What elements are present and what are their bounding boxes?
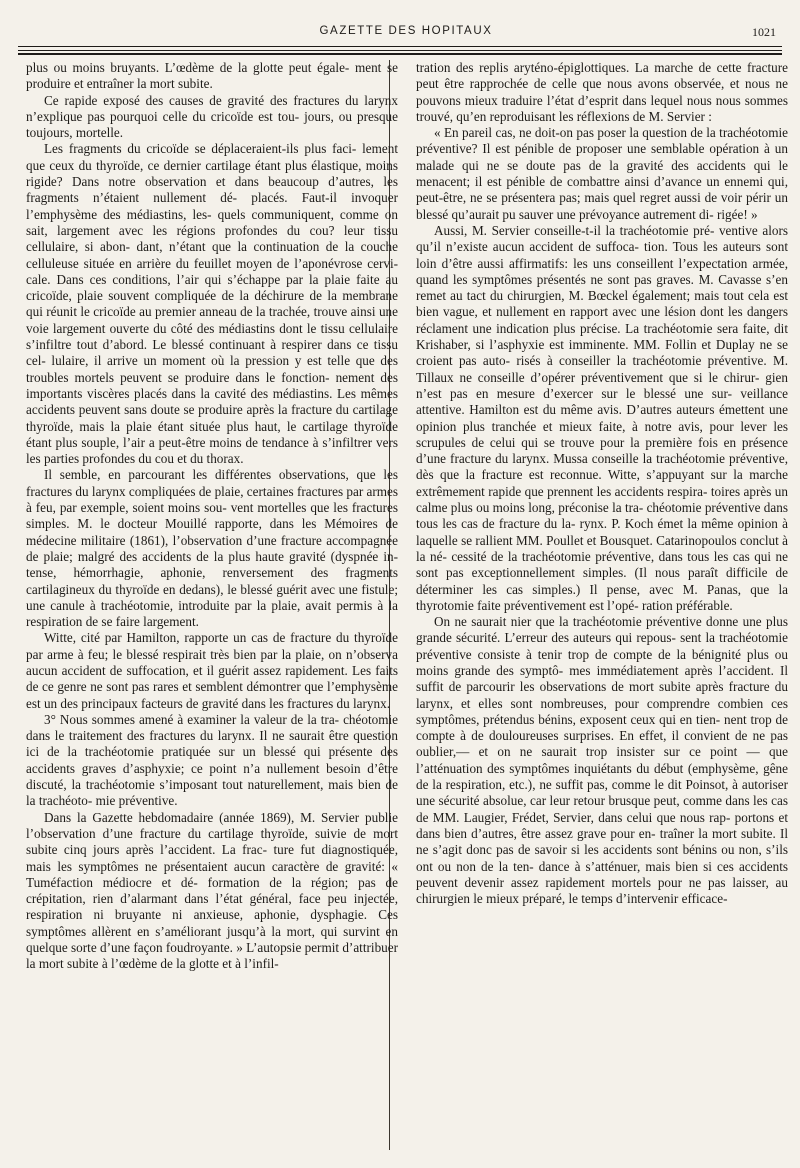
paragraph-left-5: Witte, cité par Hamilton, rapporte un cas de fracture du thyroïde par arme à feu; le blessé respirait très bien par la plaie, on n’observa aucun accident de suffocation, et il guérit assez rapidement. Les faits de ce genre ne sont pas rares et semblent démontrer que l’emphysème est un des principaux facteurs de gravité dans les fractures du larynx.	[26, 630, 398, 711]
paragraph-right-2: « En pareil cas, ne doit-on pas poser la question de la trachéotomie préventive? Il est pénible de proposer une semblable opération à un malade qui ne se doute pas de la gravité des accidents qui le menacent; il est pénible de combattre ainsi d’avance un ennemi qui, peut-être, ne se présentera pas; mais quel regret aussi de voir périr un blessé qu’aurait pu sauver une prévoyance autrement di- rigée! »	[416, 125, 788, 222]
header-rule-middle	[18, 50, 782, 51]
running-header	[22, 0, 790, 39]
paragraph-right-1: tration des replis aryténo-épiglottiques. La marche de cette fracture peut être rapprochée de celle que nous avons observée, et nous ne pouvons mieux traduire l’état d’esprit dans lequel nous nous sommes trouvé, qu’en reproduisant les réflexions de M. Servier :	[416, 60, 788, 124]
header-rule-top	[18, 46, 782, 47]
paragraph-left-1: plus ou moins bruyants. L’œdème de la glotte peut égale- ment se produire et entraîner la mort subite.	[26, 60, 398, 92]
paragraph-left-6: 3° Nous sommes amené à examiner la valeur de la tra- chéotomie dans le traitement des fractures du larynx. Il ne saurait être question ici de la trachéotomie pratiquée sur un blessé qui présente des accidents graves d’asphyxie; ce point n’a nullement besoin d’être discuté, la trachéotomie s’imposant tout naturellement, mais bien de la trachéoto- mie préventive.	[26, 711, 398, 809]
paragraph-left-7: Dans la Gazette hebdomadaire (année 1869), M. Servier publie l’observation d’une fracture du cartilage thyroïde, suivie de mort subite cinq jours après l’accident. La frac- ture fut diagnostiquée, mais les symptômes ne présentaient aucun caractère de gravité: « Tuméfaction médiocre et dé- formation de la région; pas de crépitation, rien d’alarmant dans l’état général, face peu injectée, respiration ni bruyante ni anxieuse, aphonie, dysphagie. Ces symptômes allèrent en s’améliorant jusqu’à la mort, qui survint en quelque sorte d’une façon foudroyante. » L’autopsie permit d’attribuer la mort subite à l’œdème de la glotte et à l’infil-	[26, 809, 398, 972]
page-number: 1021	[752, 25, 776, 39]
right-column	[416, 60, 788, 973]
paragraph-left-4: Il semble, en parcourant les différentes observations, que les fractures du larynx compliquées de plaie, certaines fractures par armes à feu, par exemple, soient moins sou- vent mortelles que les fractures simples. M. le docteur Mouillé rapporte, dans les Mémoires de médecine militaire (1861), l’observation d’une fracture accompagnée de plaie; malgré des accidents de la plus haute gravité (dyspnée in- tense, hémorrhagie, aphonie, renversement des fragments cartilagineux du thyroïde en dedans), le blessé guérit avec une fistule; une canule à trachéotomie, introduite par la plaie, avait permis à la respiration de se faire largement.	[26, 467, 399, 630]
article-columns	[26, 60, 790, 973]
header-rule-thick	[18, 53, 782, 55]
publication-title: GAZETTE DES HOPITAUX	[319, 25, 493, 37]
paragraph-right-4: On ne saurait nier que la trachéotomie préventive donne une plus grande sécurité. L’erreur des auteurs qui repous- sent la trachéotomie préventive consiste à tenir trop de compte de la bénignité plus ou moins grande des symptô- mes immédiatement après l’accident. Il suffit de parcourir les observations de mort subite après fracture du larynx, et elles sont nombreuses, pour comprendre combien ces symptômes, prétendus bénins, exposent ceux qui en tien- nent trop de compte à de douloureuses surprises. En effet, il convient de ne pas oublier,— et on ne saurait trop insister sur ce point — que l’atténuation des symptômes inquiétants du début (emphysème, gêne de la respiration, etc.), ne suffit pas, comme le dit Poinsot, à autoriser une sécurité absolue, car leur retour brusque peut, comme dans les cas de MM. Laugier, Frédet, Servier, dans celui que nous rap- portons et dans bien d’autres, être assez grave pour en- traîner la mort subite. Il ne s’agit donc pas de savoir si les accidents sont bénins ou non, s’ils ont ou non de la ten- dance à s’atténuer, mais bien si ces accidents peuvent devenir assez rapidement mortels pour ne pas laisser, au chirurgien le mieux préparé, le temps d’intervenir efficace-	[416, 614, 788, 907]
left-column	[26, 60, 398, 973]
paragraph-left-3: Les fragments du cricoïde se déplaceraient-ils plus faci- lement que ceux du thyroïde, ce dernier cartilage étant plus élastique, moins rigide? Dans notre observation et dans beaucoup d’autres, les fragments n’étaient nullement dé- placés. Faut-il invoquer l’emphysème des médiastins, les- quels communiquent, comme on sait, largement avec les régions profondes du cou? leur tissu cellulaire, si abon- dant, n’étant que la continuation de la couche celluleuse située en arrière du feuillet moyen de l’aponévrose cervi- cale. Dans ces conditions, l’air qui s’échappe par la plaie faite au cricoïde, plaie souvent compliquée de la déchirure de la membrane qui réunit le cricoïde au premier anneau de la trachée, trouve ainsi une voie largement ouverte du côté des médiastins dont le tissu cellulaire s’infiltre tout d’abord. Le blessé continuant à respirer dans ce tissu cel- lulaire, il arrive un moment où la pression y est telle que des troubles mortels peuvent se produire dans le fonction- nement des importants viscères placés dans la cavité des médiastins. Les mêmes accidents peuvent sans doute se produire après la fracture du cartilage thyroïde, mais la plaie étant située plus haut, le cartilage thyroïde étant plus souple, l’air a peut-être moins de tendance à s’infiltrer vers les parties profondes du cou et du thorax.	[26, 141, 398, 467]
paragraph-right-3: Aussi, M. Servier conseille-t-il la trachéotomie pré- ventive alors qu’il n’existe aucun accident de suffoca- tion. Tous les auteurs sont loin d’être aussi affirmatifs: les uns conseillent l’expectation armée, quand les symptômes présentés ne sont pas graves. M. Cavasse s’en remet au tact du chirurgien, M. Bœckel également; mais tout cela est bien vague, et nullement en rapport avec une lésion dont les dangers réclament une indication plus précise. La trachéotomie sera faite, dit Krishaber, si l’asphyxie est imminente. MM. Follin et Duplay ne se croient pas auto- risés à conseiller la trachéotomie préventive. M. Tillaux ne conseille d’opérer préventivement que si le chirur- gien n’est pas en mesure d’exercer sur le blessé une sur- veillance attentive. Hamilton est du même avis. D’autres auteurs émettent une opinion plus tranchée et mieux faite, à notre avis, pour lever les scrupules de celui qui se trouve pour la première fois en présence d’une fracture du larynx. Mussa conseille la trachéotomie préventive, dès que la fracture est reconnue. Witte, s’appuyant sur la marche extrêmement rapide que prennent les accidents respira- toires après un calme plus ou moins long, préconise la tra- chéotomie préventive dans tous les cas de fracture du la- rynx. P. Koch émet la même opinion à laquelle se rallient MM. Poullet et Bousquet. Catarinopoulos conclut à la né- cessité de la trachéotomie préventive, dans tous les cas qui ne sont pas exceptionnellement simples. (Il nous paraît difficile de déterminer les cas simples.) Il pense, avec M. Panas, que la thyrotomie faite préventivement est l’opé- ration préférable.	[416, 222, 788, 613]
paragraph-left-2: Ce rapide exposé des causes de gravité des fractures du larynx n’explique pas pourquoi celle du cricoïde est tou- jours, ou presque toujours, mortelle.	[26, 92, 398, 141]
